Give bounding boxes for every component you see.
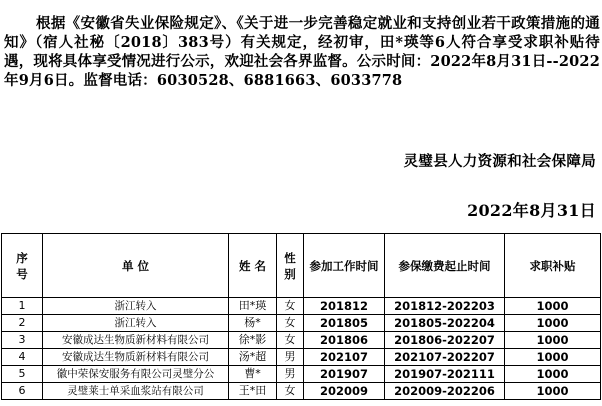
cell-unit: 安徽成达生物质新材料有限公司 (43, 332, 229, 349)
cell-insurance-period: 201907-202111 (385, 366, 505, 383)
cell-name: 王*田 (229, 383, 277, 400)
cell-unit: 徽中荣保安服务有限公司灵璧分公 (43, 366, 229, 383)
cell-insurance-period: 202107-202207 (385, 349, 505, 366)
cell-unit: 浙江转入 (43, 298, 229, 315)
header-index: 序号 (2, 234, 43, 298)
cell-name: 曹* (229, 366, 277, 383)
cell-gender: 女 (277, 383, 304, 400)
cell-name: 汤*超 (229, 349, 277, 366)
cell-unit: 浙江转入 (43, 315, 229, 332)
cell-insurance-period: 201805-202204 (385, 315, 505, 332)
cell-index: 4 (2, 349, 43, 366)
cell-subsidy: 1000 (505, 315, 601, 332)
cell-name: 田*瑛 (229, 298, 277, 315)
notice-paragraph: 根据《安徽省失业保险规定》、《关于进一步完善稳定就业和支持创业若干政策措施的通知》（宿人社秘〔2018〕383号）有关规定，经初审，田*瑛等6人符合享受求职补贴待遇，现将具体享受情况进行公示，欢迎社会各界监督。公示时间：2022年8月31日--2022年9月6日。监督电话：6030528、6881663、6033778 (4, 15, 601, 89)
table-row (2, 366, 601, 383)
header-subsidy: 求职补贴 (505, 234, 601, 298)
cell-insurance-period: 201806-202207 (385, 332, 505, 349)
notice-date: 2022年8月31日 (467, 201, 596, 220)
cell-subsidy: 1000 (505, 349, 601, 366)
cell-insurance-period: 202009-202206 (385, 383, 505, 400)
cell-gender: 女 (277, 332, 304, 349)
cell-work-start: 201805 (304, 315, 385, 332)
table-row (2, 383, 601, 400)
table-header-row (2, 234, 601, 298)
header-work-start: 参加工作时间 (304, 234, 385, 298)
cell-index: 2 (2, 315, 43, 332)
cell-index: 3 (2, 332, 43, 349)
table-row (2, 315, 601, 332)
cell-subsidy: 1000 (505, 383, 601, 400)
cell-subsidy: 1000 (505, 298, 601, 315)
cell-insurance-period: 201812-202203 (385, 298, 505, 315)
cell-index: 5 (2, 366, 43, 383)
cell-index: 1 (2, 298, 43, 315)
cell-name: 杨* (229, 315, 277, 332)
cell-work-start: 201907 (304, 366, 385, 383)
header-insurance-period: 参保缴费起止时间 (385, 234, 505, 298)
cell-name: 徐*影 (229, 332, 277, 349)
header-name: 姓 名 (229, 234, 277, 298)
header-gender: 性别 (277, 234, 304, 298)
cell-gender: 女 (277, 298, 304, 315)
cell-subsidy: 1000 (505, 332, 601, 349)
cell-index: 6 (2, 383, 43, 400)
cell-work-start: 201812 (304, 298, 385, 315)
cell-work-start: 202009 (304, 383, 385, 400)
table-row (2, 298, 601, 315)
cell-unit: 安徽成达生物质新材料有限公司 (43, 349, 229, 366)
header-unit: 单 位 (43, 234, 229, 298)
cell-gender: 男 (277, 349, 304, 366)
issuing-authority: 灵璧县人力资源和社会保障局 (403, 153, 596, 170)
cell-gender: 女 (277, 315, 304, 332)
cell-gender: 男 (277, 366, 304, 383)
cell-unit: 灵璧莱士单采血浆站有限公司 (43, 383, 229, 400)
cell-work-start: 201806 (304, 332, 385, 349)
cell-work-start: 202107 (304, 349, 385, 366)
subsidy-table (1, 233, 601, 400)
table-row (2, 332, 601, 349)
cell-subsidy: 1000 (505, 366, 601, 383)
table-row (2, 349, 601, 366)
